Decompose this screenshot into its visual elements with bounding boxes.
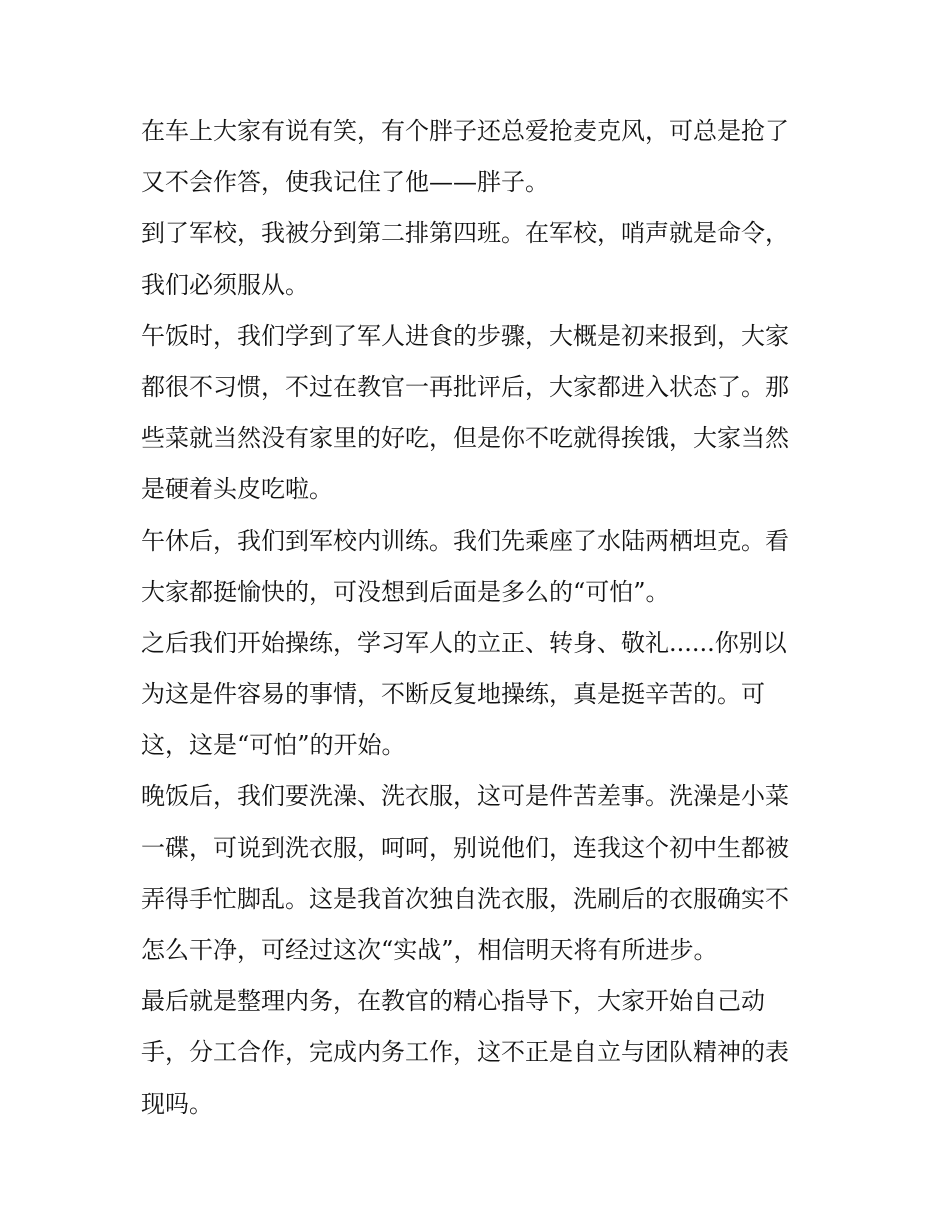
text-line: 都很不习惯，不过在教官一再批评后，大家都进入状态了。那 xyxy=(141,372,789,401)
text-line: 些菜就当然没有家里的好吃，但是你不吃就得挨饿，大家当然 xyxy=(141,424,789,453)
document-body xyxy=(141,106,813,1130)
text-line: 现吗。 xyxy=(141,1089,213,1118)
paragraph-5 xyxy=(141,618,813,772)
text-line: 是硬着头皮吃啦。 xyxy=(141,475,333,504)
text-line: 怎么干净，可经过这次“实战”，相信明天将有所进步。 xyxy=(141,936,718,964)
text-line: 弄得手忙脚乱。这是我首次独自洗衣服，洗刷后的衣服确实不 xyxy=(141,884,789,913)
text-line: 手，分工合作，完成内务工作，这不正是自立与团队精神的表 xyxy=(141,1038,789,1067)
text-line: 午休后，我们到军校内训练。我们先乘座了水陆两栖坦克。看 xyxy=(141,526,789,555)
text-line: 为这是件容易的事情，不断反复地操练，真是挺辛苦的。可 xyxy=(141,680,765,709)
paragraph-4 xyxy=(141,516,813,618)
text-line: 最后就是整理内务，在教官的精心指导下，大家开始自己动 xyxy=(141,987,765,1016)
paragraph-6 xyxy=(141,771,813,976)
paragraph-7 xyxy=(141,976,813,1130)
text-line: 这，这是“可怕”的开始。 xyxy=(141,731,406,760)
text-line: 在车上大家有说有笑，有个胖子还总爱抢麦克风，可总是抢了 xyxy=(141,117,789,145)
text-line: 到了军校，我被分到第二排第四班。在军校，哨声就是命令， xyxy=(141,219,789,248)
text-line: 午饭时，我们学到了军人进食的步骤，大概是初来报到，大家 xyxy=(141,321,789,350)
text-line: 之后我们开始操练，学习军人的立正、转身、敬礼......你别以 xyxy=(141,628,787,657)
paragraph-2 xyxy=(141,208,813,310)
text-line: 一碟，可说到洗衣服，呵呵，别说他们，连我这个初中生都被 xyxy=(141,833,789,862)
paragraph-3 xyxy=(141,311,813,516)
text-line: 又不会作答，使我记住了他——胖子。 xyxy=(141,168,549,197)
text-line: 大家都挺愉快的，可没想到后面是多么的“可怕”。 xyxy=(141,577,670,606)
text-line: 我们必须服从。 xyxy=(141,270,309,299)
paragraph-1 xyxy=(141,106,813,208)
text-line: 晚饭后，我们要洗澡、洗衣服，这可是件苦差事。洗澡是小菜 xyxy=(141,782,789,811)
